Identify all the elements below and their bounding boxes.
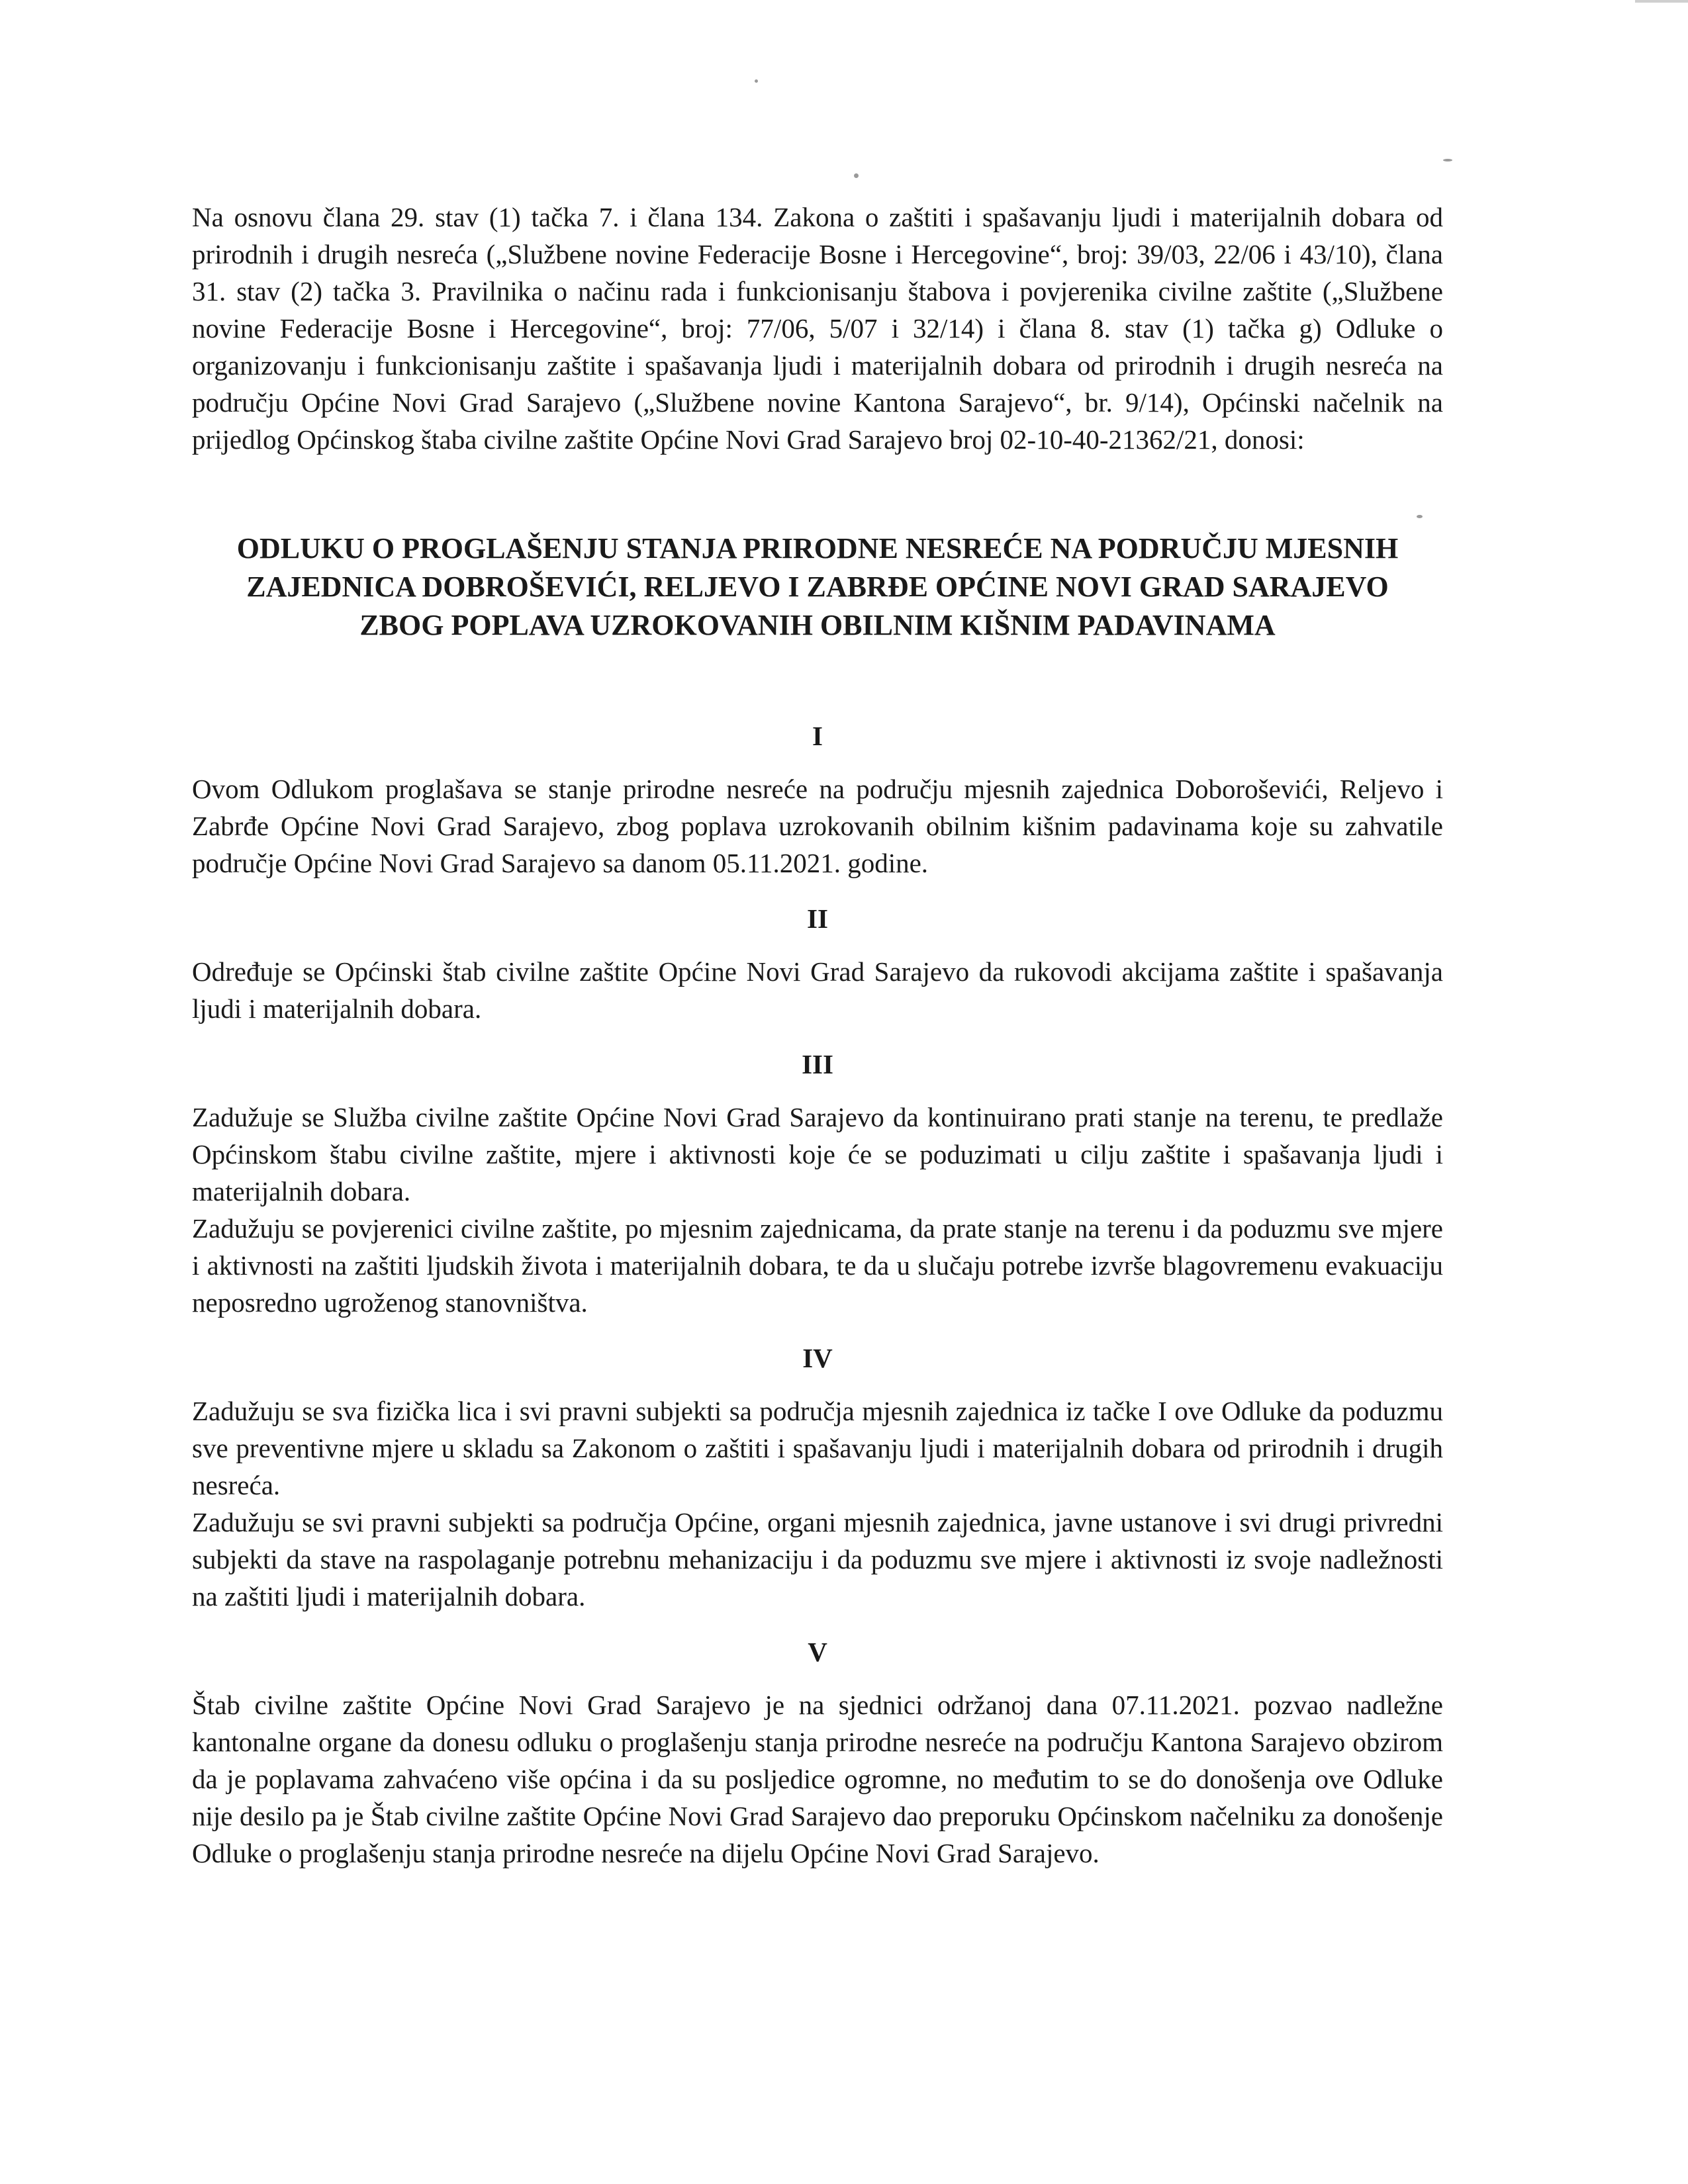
decision-title-line: ZBOG POPLAVA UZROKOVANIH OBILNIM KIŠNIM PADAVINAMA [359,609,1276,641]
section-paragraph: Ovom Odlukom proglašava se stanje prirodne nesreće na području mjesnih zajednica Doboroševići, Reljevo i Zabrđe Općine Novi Grad Sarajevo, zbog poplava uzrokovanih obilnim kišnim padavinama koje su zahvatile područje Općine Novi Grad Sarajevo sa danom 05.11.2021. godine. [192,774,1443,878]
section-paragraph: Zadužuje se Služba civilne zaštite Općine Novi Grad Sarajevo da kontinuirano prati stanje na terenu, te predlaže Općinskom štabu civilne zaštite, mjere i aktivnosti koje će se poduzimati u cilju zaštite i spašavanja ljudi i materijalnih dobara. [192,1102,1443,1206]
section-ii [192,900,1443,1027]
document-page [192,199,1443,1872]
scan-speck [854,173,859,178]
section-iv [192,1340,1443,1615]
section-number: IV [802,1343,833,1373]
scan-edge-artifact [1635,0,1688,3]
section-number: II [807,903,828,934]
section-paragraph: Zadužuju se svi pravni subjekti sa područja Općine, organi mjesnih zajednica, javne ustanove i svi drugi privredni subjekti da stave na raspolaganje potrebnu mehanizaciju i da poduzmu sve mjere i aktivnosti iz svoje nadležnosti na zaštiti ljudi i materijalnih dobara. [192,1507,1443,1612]
section-i [192,717,1443,882]
decision-title [192,529,1443,645]
section-number: V [808,1637,827,1667]
section-paragraph: Zadužuju se povjerenici civilne zaštite, po mjesnim zajednicama, da prate stanje na terenu i da poduzmu sve mjere i aktivnosti na zaštiti ljudskih života i materijalnih dobara, te da u slučaju potrebe izvrše blagovremenu evakuaciju neposredno ugroženog stanovništva. [192,1213,1443,1318]
decision-title-line: ODLUKU O PROGLAŠENJU STANJA PRIRODNE NESREĆE NA PODRUČJU MJESNIH [236,532,1399,565]
section-number: I [812,721,823,751]
preamble-paragraph: Na osnovu člana 29. stav (1) tačka 7. i člana 134. Zakona o zaštiti i spašavanju ljudi i materijalnih dobara od prirodnih i drugih nesreća („Službene novine Federacije Bosne i Hercegovine“, broj: 39/03, 22/06 i 43/10), člana 31. stav (2) tačka 3. Pravilnika o načinu rada i funkcionisanju štabova i povjerenika civilne zaštite („Službene novine Federacije Bosne i Hercegovine“, broj: 77/06, 5/07 i 32/14) i člana 8. stav (1) tačka g) Odluke o organizovanju i funkcionisanju zaštite i spašavanja ljudi i materijalnih dobara od prirodnih i drugih nesreća na području Općine Novi Grad Sarajevo („Službene novine Kantona Sarajevo“, br. 9/14), Općinski načelnik na prijedlog Općinskog štaba civilne zaštite Općine Novi Grad Sarajevo broj 02-10-40-21362/21, donosi: [192,202,1443,455]
section-paragraph: Štab civilne zaštite Općine Novi Grad Sarajevo je na sjednici održanoj dana 07.11.2021. pozvao nadležne kantonalne organe da donesu odluku o proglašenju stanja prirodne nesreće na području Kantona Sarajevo obzirom da je poplavama zahvaćeno više općina i da su posljedice ogromne, no međutim to se do donošenja ove Odluke nije desilo pa je Štab civilne zaštite Općine Novi Grad Sarajevo dao preporuku Općinskom načelniku za donošenje Odluke o proglašenju stanja prirodne nesreće na dijelu Općine Novi Grad Sarajevo. [192,1690,1443,1868]
section-iii [192,1046,1443,1321]
scan-speck [1443,159,1452,161]
section-paragraph: Određuje se Općinski štab civilne zaštite Općine Novi Grad Sarajevo da rukovodi akcijama zaštite i spašavanja ljudi i materijalnih dobara. [192,956,1443,1024]
section-v [192,1633,1443,1872]
section-number: III [802,1049,833,1079]
decision-title-line: ZAJEDNICA DOBROŠEVIĆI, RELJEVO I ZABRĐE OPĆINE NOVI GRAD SARAJEVO [246,570,1389,603]
section-paragraph: Zadužuju se sva fizička lica i svi pravni subjekti sa područja mjesnih zajednica iz tačke I ove Odluke da poduzmu sve preventivne mjere u skladu sa Zakonom o zaštiti i spašavanju ljudi i materijalnih dobara od prirodnih i drugih nesreća. [192,1396,1443,1500]
scan-speck [755,79,758,83]
